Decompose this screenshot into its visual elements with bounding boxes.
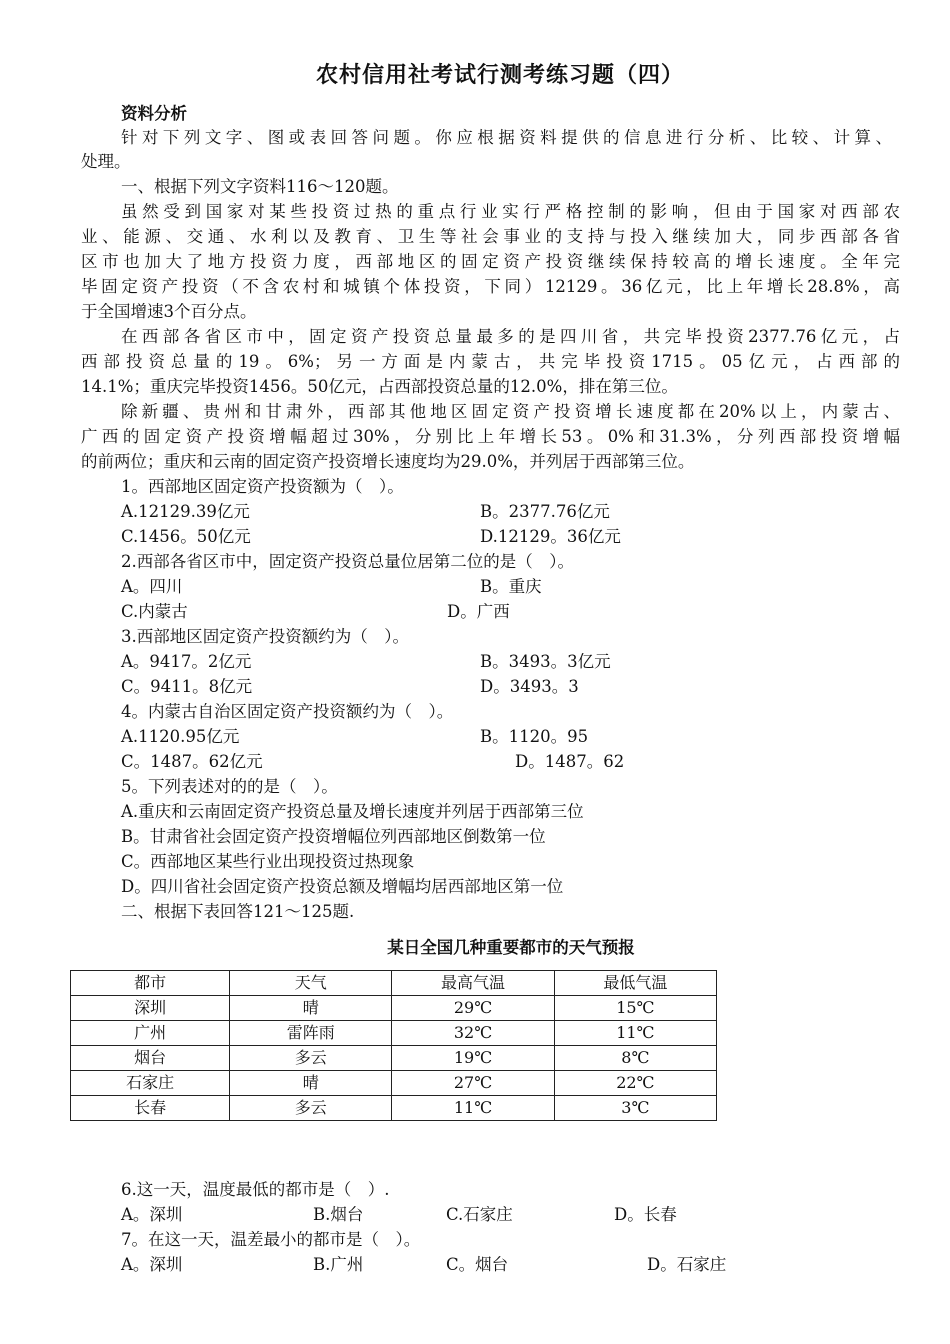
table-cell: 3℃ — [554, 1096, 716, 1121]
question-3: 3.西部地区固定资产投资额约为（ ）。 — [121, 627, 409, 646]
question-4-option-b: B。1120。95 — [480, 727, 589, 746]
question-6-option-b: B.烟台 — [313, 1205, 364, 1224]
question-2-option-b: B。重庆 — [480, 577, 542, 596]
question-4-option-d: D。1487。62 — [515, 752, 625, 771]
part1-heading: 一、根据下列文字资料116～120题。 — [121, 177, 399, 196]
table-cell: 22℃ — [554, 1071, 716, 1096]
paragraph-3-line: 的前两位；重庆和云南的固定资产投资增长速度均为29.0%，并列居于西部第三位。 — [81, 452, 695, 471]
question-5-option-a: A.重庆和云南固定资产投资总量及增长速度并列居于西部第三位 — [121, 802, 584, 821]
section-heading: 资料分析 — [121, 104, 187, 123]
table-header-cell: 最低气温 — [554, 971, 716, 996]
question-4: 4。内蒙古自治区固定资产投资额约为（ ）。 — [121, 702, 454, 721]
table-row — [71, 1096, 717, 1121]
table-cell: 烟台 — [71, 1046, 230, 1071]
table-cell: 27℃ — [392, 1071, 554, 1096]
question-5: 5。下列表述对的的是（ ）。 — [121, 777, 338, 796]
table-cell: 29℃ — [392, 996, 554, 1021]
intro-line-1: 针对下列文字、图或表回答问题。你应根据资料提供的信息进行分析、比较、计算、 — [121, 128, 892, 147]
paragraph-1-line: 区市也加大了地方投资力度，西部地区的固定资产投资继续保持较高的增长速度。全年完 — [81, 252, 900, 271]
table-row — [71, 1021, 717, 1046]
question-7-option-d: D。石家庄 — [647, 1255, 727, 1274]
question-5-option-d: D。四川省社会固定资产投资总额及增幅均居西部地区第一位 — [121, 877, 564, 896]
table-cell: 11℃ — [554, 1021, 716, 1046]
table-cell: 32℃ — [392, 1021, 554, 1046]
table-header-cell: 最高气温 — [392, 971, 554, 996]
table-cell: 雷阵雨 — [230, 1021, 392, 1046]
table-cell: 石家庄 — [71, 1071, 230, 1096]
question-3-option-d: D。3493。3 — [480, 677, 579, 696]
table-cell: 多云 — [230, 1096, 392, 1121]
question-2-option-c: C.内蒙古 — [121, 602, 188, 621]
question-6: 6.这一天，温度最低的都市是（ ）. — [121, 1180, 390, 1199]
paragraph-3-line: 除新疆、贵州和甘肃外，西部其他地区固定资产投资增长速度都在20%以上，内蒙古、 — [121, 402, 900, 421]
paragraph-3-line: 广西的固定资产投资增幅超过30%，分别比上年增长53。0%和31.3%，分列西部投资增幅 — [81, 427, 900, 446]
question-7-option-b: B.广州 — [313, 1255, 364, 1274]
question-1-option-c: C.1456。50亿元 — [121, 527, 251, 546]
question-4-option-a: A.1120.95亿元 — [121, 727, 240, 746]
table-cell: 多云 — [230, 1046, 392, 1071]
table-cell: 11℃ — [392, 1096, 554, 1121]
question-4-option-c: C。1487。62亿元 — [121, 752, 263, 771]
question-1-option-d: D.12129。36亿元 — [480, 527, 621, 546]
question-5-option-b: B。甘肃省社会固定资产投资增幅位列西部地区倒数第一位 — [121, 827, 546, 846]
table-cell: 晴 — [230, 1071, 392, 1096]
table-title: 某日全国几种重要都市的天气预报 — [387, 938, 635, 957]
paragraph-1-line: 业、能源、交通、水利以及教育、卫生等社会事业的支持与投入继续加大，同步西部各省 — [81, 227, 900, 246]
table-cell: 晴 — [230, 996, 392, 1021]
intro-line-2: 处理。 — [81, 152, 131, 171]
table-row — [71, 1071, 717, 1096]
question-3-option-b: B。3493。3亿元 — [480, 652, 611, 671]
question-6-option-a: A。深圳 — [121, 1205, 183, 1224]
question-3-option-a: A。9417。2亿元 — [121, 652, 252, 671]
table-header-cell: 天气 — [230, 971, 392, 996]
question-7: 7。在这一天，温差最小的都市是（ ）。 — [121, 1230, 421, 1249]
question-3-option-c: C。9411。8亿元 — [121, 677, 253, 696]
page-title: 农村信用社考试行测考练习题（四） — [315, 63, 684, 88]
question-2-option-d: D。广西 — [447, 602, 510, 621]
table-cell: 19℃ — [392, 1046, 554, 1071]
question-2-option-a: A。四川 — [121, 577, 183, 596]
paragraph-2-line: 在西部各省区市中，固定资产投资总量最多的是四川省，共完毕投资2377.76亿元，占 — [121, 327, 900, 346]
paragraph-1-line: 虽然受到国家对某些投资过热的重点行业实行严格控制的影响，但由于国家对西部农 — [121, 202, 900, 221]
paragraph-1-line: 毕固定资产投资（不含农村和城镇个体投资，下同）12129。36亿元，比上年增长28.8%，高 — [81, 277, 900, 296]
weather-table — [70, 970, 717, 1121]
question-7-option-c: C。烟台 — [446, 1255, 509, 1274]
paragraph-2-line: 西部投资总量的19。6%；另一方面是内蒙古，共完毕投资1715。05亿元，占西部的 — [81, 352, 900, 371]
table-cell: 长春 — [71, 1096, 230, 1121]
part2-heading: 二、根据下表回答121～125题. — [121, 902, 355, 921]
paragraph-1-line: 于全国增速3个百分点。 — [81, 302, 257, 321]
table-cell: 广州 — [71, 1021, 230, 1046]
table-row — [71, 1046, 717, 1071]
question-2: 2.西部各省区市中，固定资产投资总量位居第二位的是（ ）。 — [121, 552, 574, 571]
question-5-option-c: C。西部地区某些行业出现投资过热现象 — [121, 852, 415, 871]
question-7-option-a: A。深圳 — [121, 1255, 183, 1274]
question-6-option-d: D。长春 — [614, 1205, 677, 1224]
question-1-option-b: B。2377.76亿元 — [480, 502, 610, 521]
question-1-option-a: A.12129.39亿元 — [121, 502, 250, 521]
question-1: 1。西部地区固定资产投资额为（ ）。 — [121, 477, 404, 496]
table-row — [71, 996, 717, 1021]
question-6-option-c: C.石家庄 — [446, 1205, 513, 1224]
table-cell: 8℃ — [554, 1046, 716, 1071]
paragraph-2-line: 14.1%；重庆完毕投资1456。50亿元，占西部投资总量的12.0%，排在第三位。 — [81, 377, 678, 396]
table-cell: 15℃ — [554, 996, 716, 1021]
table-cell: 深圳 — [71, 996, 230, 1021]
table-header-row — [71, 971, 717, 996]
table-header-cell: 都市 — [71, 971, 230, 996]
